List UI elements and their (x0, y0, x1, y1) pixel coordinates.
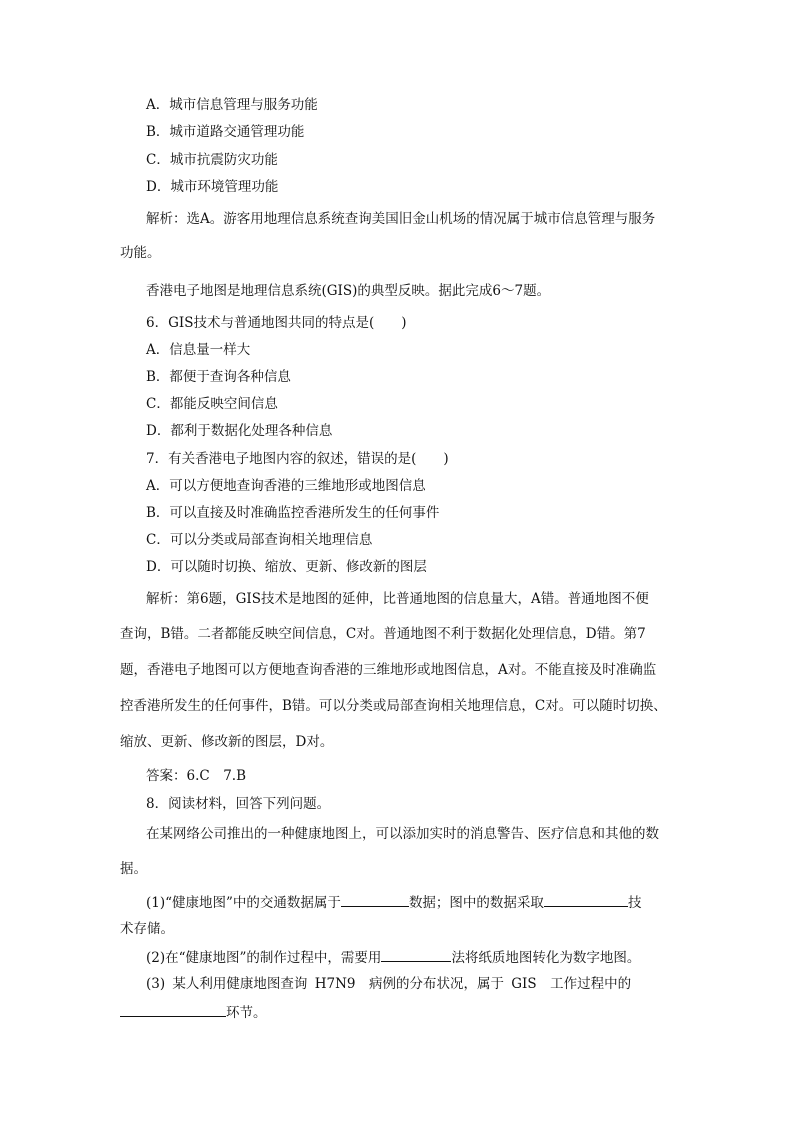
q8-sub2-text: 法将纸质地图转化为数字地图。 (451, 950, 641, 966)
q6-option-a: A．信息量一样大 (146, 342, 251, 358)
q8-sub3-cont (120, 1003, 267, 1022)
answer-6-7: 答案：6.C 7.B (146, 768, 247, 784)
q6-7-explanation-line: 控香港所发生的任何事件，B错。可以分类或局部查询相关地理信息，C对。可以随时切换、 (120, 698, 667, 714)
answer-blank[interactable] (544, 893, 628, 907)
q8-sub3: (3) 某人利用健康地图查询 H7N9 病例的分布状况，属于 GIS 工作过程中的 (146, 976, 632, 992)
q8-stem: 8．阅读材料，回答下列问题。 (146, 796, 331, 812)
q5-option-a: A．城市信息管理与服务功能 (146, 97, 318, 113)
q6-7-explanation-line: 缩放、更新、修改新的图层，D对。 (120, 734, 334, 750)
q8-sub1-text: (1)“健康地图”中的交通数据属于 (146, 895, 341, 911)
q8-sub1-cont: 术存储。 (120, 921, 174, 937)
q8-sub3-text: 环节。 (226, 1005, 267, 1021)
q8-material-line: 据。 (120, 861, 147, 877)
q7-option-d: D．可以随时切换、缩放、更新、修改新的图层 (146, 559, 427, 575)
q6-7-explanation-line: 题，香港电子地图可以方便地查询香港的三维地形或地图信息，A对。不能直接及时准确监 (120, 662, 657, 678)
q6-option-c: C．都能反映空间信息 (146, 396, 278, 412)
intro-6-7: 香港电子地图是地理信息系统(GIS)的典型反映。据此完成6～7题。 (146, 283, 551, 299)
q8-sub2 (146, 948, 640, 967)
answer-blank[interactable] (341, 893, 409, 907)
q8-material-line: 在某网络公司推出的一种健康地图上，可以添加实时的消息警告、医疗信息和其他的数 (146, 826, 659, 842)
q5-explanation-line: 功能。 (120, 245, 161, 261)
q5-option-c: C．城市抗震防灾功能 (146, 152, 278, 168)
q6-stem: 6．GIS技术与普通地图共同的特点是( ) (146, 315, 407, 331)
q6-7-explanation-line: 查询，B错。二者都能反映空间信息，C对。普通地图不利于数据化处理信息，D错。第7 (120, 626, 646, 642)
answer-blank[interactable] (381, 948, 451, 962)
q6-option-b: B．都便于查询各种信息 (146, 369, 291, 385)
q8-sub1 (146, 893, 641, 912)
q7-option-b: B．可以直接及时准确监控香港所发生的任何事件 (146, 505, 440, 521)
q6-option-d: D．都利于数据化处理各种信息 (146, 423, 333, 439)
q6-7-explanation-line: 解析：第6题，GIS技术是地图的延伸，比普通地图的信息量大，A错。普通地图不便 (146, 591, 649, 607)
q8-sub2-text: (2)在“健康地图”的制作过程中，需要用 (146, 950, 382, 966)
q7-option-a: A．可以方便地查询香港的三维地形或地图信息 (146, 478, 426, 494)
q5-explanation-line: 解析：选A。游客用地理信息系统查询美国旧金山机场的情况属于城市信息管理与服务 (146, 211, 656, 227)
q7-stem: 7．有关香港电子地图内容的叙述，错误的是( ) (146, 451, 449, 467)
q7-option-c: C．可以分类或局部查询相关地理信息 (146, 532, 373, 548)
q8-sub1-text: 数据；图中的数据采取 (408, 895, 544, 911)
q5-option-b: B．城市道路交通管理功能 (146, 124, 305, 140)
q8-sub1-text: 技 (627, 895, 642, 911)
answer-blank[interactable] (120, 1003, 226, 1017)
q5-option-d: D．城市环境管理功能 (146, 179, 279, 195)
